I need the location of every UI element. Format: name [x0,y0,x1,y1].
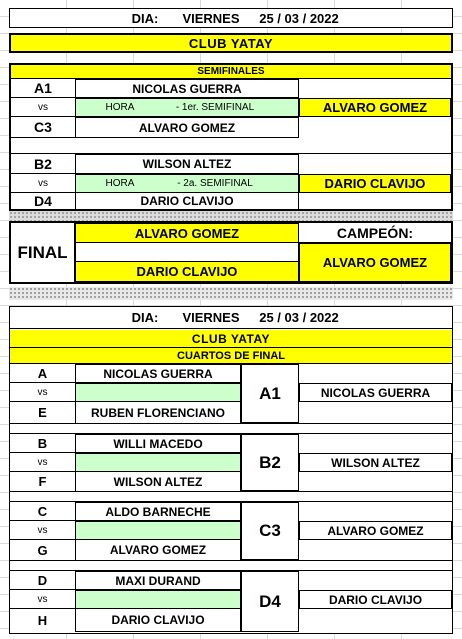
top-day-label: DIA: [131,11,159,26]
qf-match-4 [10,571,452,633]
bottom-date: 25 / 03 / 2022 [259,310,339,325]
semi2-seed-bottom: D4 [34,193,52,209]
qf2-player-bottom: WILSON ALTEZ [75,472,241,491]
semi2-label: - 2a. SEMIFINAL [177,178,253,189]
semi2-vs: vs [11,174,75,193]
final-gap [75,243,299,261]
champion-name: ALVARO GOMEZ [299,243,451,282]
top-date-row [9,8,453,28]
qf3-player-top: ALDO BARNECHE [75,502,241,521]
qf2-vs: vs [10,453,75,472]
bottom-day-label: DIA: [131,310,159,325]
qf3-vs: vs [10,521,75,540]
qf-match-3 [10,502,452,561]
qf1-player-bottom: RUBEN FLORENCIANO [75,402,241,423]
semi1-player-top: NICOLAS GUERRA [75,79,299,98]
bottom-club-title: CLUB YATAY [10,330,452,348]
qf3-seed-bottom: G [37,542,48,558]
top-date: 25 / 03 / 2022 [259,11,339,26]
qf3-result-cell [75,521,241,540]
semifinals-title: SEMIFINALES [11,65,451,79]
final-player-bottom: DARIO CLAVIJO [75,261,299,282]
qf1-vs: vs [10,383,75,402]
qf4-result-cell [75,590,241,609]
qf3-slot: C3 [241,502,299,560]
semi2-winner: DARIO CLAVIJO [299,174,451,193]
qf4-vs: vs [10,590,75,609]
qf2-player-top: WILLI MACEDO [75,434,241,453]
qf1-seed-top: A [10,364,75,383]
semi1-winner: ALVARO GOMEZ [299,98,451,117]
qf2-seed-top: B [10,434,75,453]
qf1-slot: A1 [241,364,299,423]
final-label: FINAL [11,223,75,282]
final-player-top: ALVARO GOMEZ [75,223,299,243]
semi1-hora: HORA [105,102,135,113]
bottom-day-name: VIERNES [182,310,240,325]
qf-gap-2 [10,492,452,502]
qf1-player-top: NICOLAS GUERRA [75,364,241,383]
qf2-seed-bottom: F [38,474,47,489]
qf2-slot: B2 [241,434,299,491]
qf2-result-cell [75,453,241,472]
qf4-winner: DARIO CLAVIJO [299,590,452,609]
section-divider [9,287,453,300]
champion-label: CAMPEÓN: [299,223,451,243]
qf-match-1 [10,364,452,424]
qf4-seed-bottom: H [37,613,48,628]
semi2-seed-top: B2 [11,154,75,174]
qf2-winner: WILSON ALTEZ [299,453,452,472]
semi1-seed-bottom: C3 [11,117,75,138]
qf3-seed-top: C [10,502,75,521]
semi1-seed-top: A1 [11,79,75,98]
qf-gap-1 [10,424,452,434]
final-separator [9,211,453,221]
semi-gap [11,138,451,154]
semi2-hora: HORA [105,178,135,189]
qf4-player-bottom: DARIO CLAVIJO [75,609,241,632]
semi1-label: - 1er. SEMIFINAL [175,102,255,113]
qf3-winner: ALVARO GOMEZ [299,521,452,540]
top-club-title: CLUB YATAY [9,33,453,53]
semi2-player-bottom: DARIO CLAVIJO [75,193,299,209]
qf4-seed-top: D [10,571,75,590]
qf4-slot: D4 [241,571,299,632]
quarters-title: CUARTOS DE FINAL [10,348,452,364]
qf-gap-3 [10,561,452,571]
qf3-player-bottom: ALVARO GOMEZ [75,540,241,560]
semi1-vs: vs [11,98,75,117]
semi2-player-top: WILSON ALTEZ [75,154,299,174]
qf1-result-cell [75,383,241,402]
qf1-winner: NICOLAS GUERRA [299,383,452,402]
top-day-name: VIERNES [182,11,240,26]
qf-match-2 [10,434,452,492]
qf4-player-top: MAXI DURAND [75,571,241,590]
bottom-date-row [10,307,452,329]
semi1-player-bottom: ALVARO GOMEZ [75,117,299,138]
qf1-seed-bottom: E [38,405,47,420]
